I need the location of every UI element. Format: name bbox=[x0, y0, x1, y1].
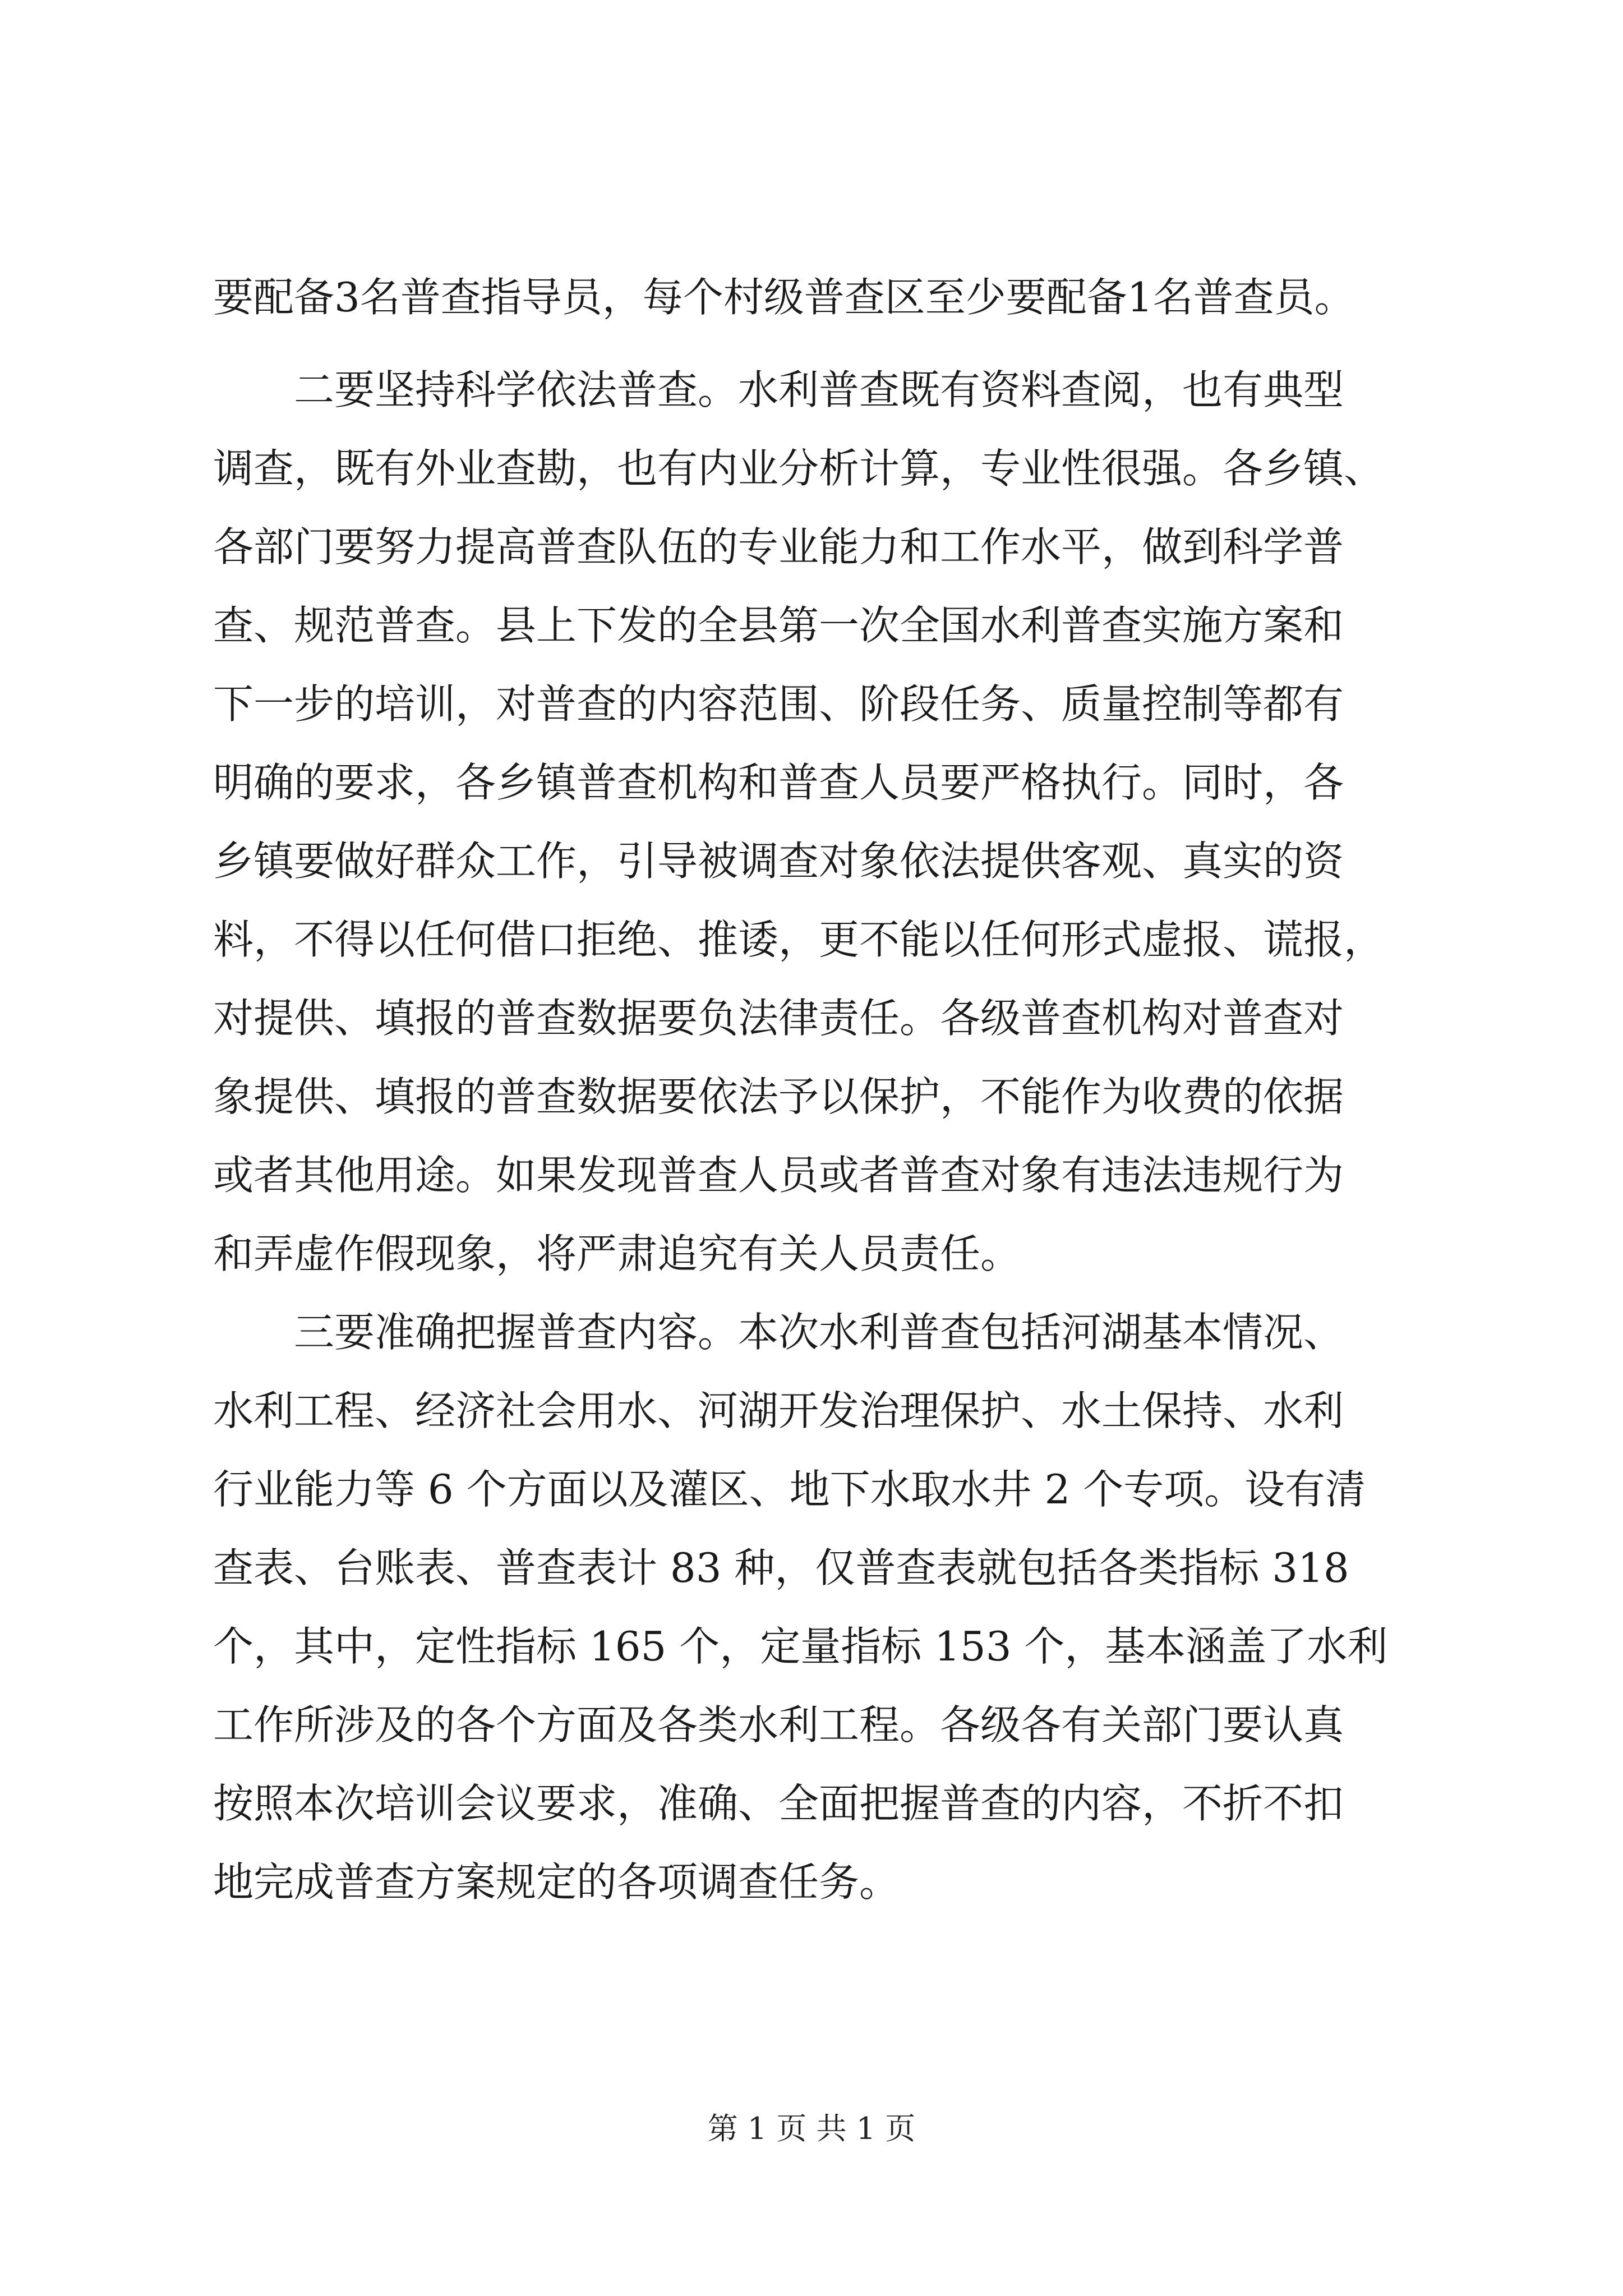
text-line: 对提供、填报的普查数据要负法律责任。各级普查机构对普查对 bbox=[213, 995, 1344, 1042]
text-line: 查、规范普查。县上下发的全县第一次全国水利普查实施方案和 bbox=[213, 602, 1344, 649]
text-line: 二要坚持科学依法普查。水利普查既有资料查阅，也有典型 bbox=[213, 366, 1344, 413]
text-line: 要配备3名普查指导员，每个村级普查区至少要配备1名普查员。 bbox=[213, 274, 1355, 321]
text-line: 各部门要努力提高普查队伍的专业能力和工作水平，做到科学普 bbox=[213, 523, 1344, 570]
text-line: 工作所涉及的各个方面及各类水利工程。各级各有关部门要认真 bbox=[213, 1701, 1344, 1749]
page-footer: 第 1 页 共 1 页 bbox=[707, 2111, 916, 2146]
text-line: 料，不得以任何借口拒绝、推诿，更不能以任何形式虚报、谎报， bbox=[213, 916, 1385, 963]
text-line: 明确的要求，各乡镇普查机构和普查人员要严格执行。同时，各 bbox=[213, 759, 1344, 806]
text-line: 按照本次培训会议要求，准确、全面把握普查的内容，不折不扣 bbox=[213, 1780, 1344, 1827]
text-line: 地完成普查方案规定的各项调查任务。 bbox=[213, 1858, 900, 1906]
text-line: 下一步的培训，对普查的内容范围、阶段任务、质量控制等都有 bbox=[213, 680, 1344, 728]
text-line: 或者其他用途。如果发现普查人员或者普查对象有违法违规行为 bbox=[213, 1152, 1344, 1199]
text-line: 象提供、填报的普查数据要依法予以保护，不能作为收费的依据 bbox=[213, 1073, 1344, 1120]
text-line: 三要准确把握普查内容。本次水利普查包括河湖基本情况、 bbox=[213, 1309, 1344, 1356]
text-line: 个，其中，定性指标 165 个，定量指标 153 个，基本涵盖了水利 bbox=[213, 1623, 1388, 1670]
text-line: 查表、台账表、普查表计 83 种，仅普查表就包括各类指标 318 bbox=[213, 1544, 1349, 1591]
text-line: 水利工程、经济社会用水、河湖开发治理保护、水土保持、水利 bbox=[213, 1387, 1344, 1434]
text-line: 和弄虚作假现象，将严肃追究有关人员责任。 bbox=[213, 1230, 1021, 1277]
text-line: 调查，既有外业查勘，也有内业分析计算，专业性很强。各乡镇、 bbox=[213, 445, 1385, 492]
text-line: 乡镇要做好群众工作，引导被调查对象依法提供客观、真实的资 bbox=[213, 838, 1344, 885]
text-line: 行业能力等 6 个方面以及灌区、地下水取水井 2 个专项。设有清 bbox=[213, 1466, 1366, 1513]
